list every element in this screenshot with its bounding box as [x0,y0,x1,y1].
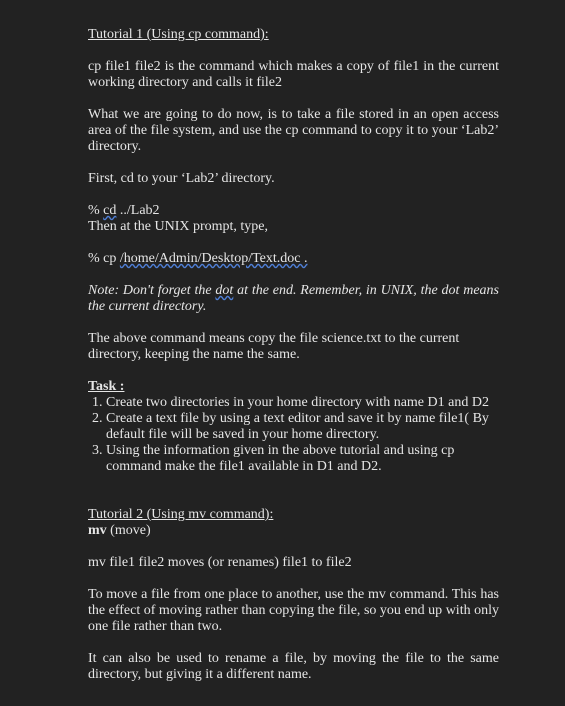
tutorial1-para-explanation: The above command means copy the file science.txt to the current directory, keeping the name the same. [88,331,460,362]
tutorial1-para-cd: First, cd to your ‘Lab2’ directory. [88,171,275,186]
task-item: 1. Create two directories in your home directory with name D1 and D2 [106,395,499,411]
tutorial1-para-intro: What we are going to do now, is to take a file stored in an open access area of the file system, and use the cp command to copy it to your ‘Lab2’ directory. [88,107,499,154]
task-item: 3. Using the information given in the above tutorial and using cp command make the file1 available in D1 and D2. [106,443,499,475]
task-list [88,395,499,475]
mv-rest: (move) [106,523,151,538]
tutorial1-para-cp-definition: cp file1 file2 is the command which makes a copy of file1 in the current working directory and calls it file2 [88,59,499,90]
mv-label [88,523,499,539]
command-cp-prefix: % cp [88,251,120,266]
command-cp-path: /home/Admin/Desktop/Text.doc . [119,251,308,266]
tutorial2-para-definition: mv file1 file2 moves (or renames) file1 to file2 [88,555,352,570]
tutorial1-heading: Tutorial 1 (Using cp command): [88,27,269,42]
note-dot: dot [215,283,234,298]
note-part-b: at the end. Remember, in UNIX, the dot means the current directory. [88,283,499,314]
command-cd-path: ../Lab2 [116,203,160,218]
mv-bold: mv [88,523,107,538]
note-part-a: Note: Don't forget the [88,283,216,298]
document-content [88,27,499,683]
command-instruction: Then at the UNIX prompt, type, [88,219,269,234]
command-cp-line [88,251,499,267]
command-prompt: % [88,203,104,218]
task-item: 2. Create a text file by using a text editor and save it by name file1( By default file will be saved in your home directory. [106,411,499,443]
tutorial2-para-move: To move a file from one place to another, use the mv command. This has the effect of moving rather than copying the file, so you end up with only one file rather than two. [88,587,499,634]
note-text [88,283,499,315]
command-cd-line [88,203,499,219]
command-cd: cd [103,203,117,218]
tutorial2-para-rename: It can also be used to rename a file, by moving the file to the same directory, but giving it a different name. [88,651,499,682]
tutorial2-heading: Tutorial 2 (Using mv command): [88,507,274,522]
task-title: Task : [88,379,125,394]
